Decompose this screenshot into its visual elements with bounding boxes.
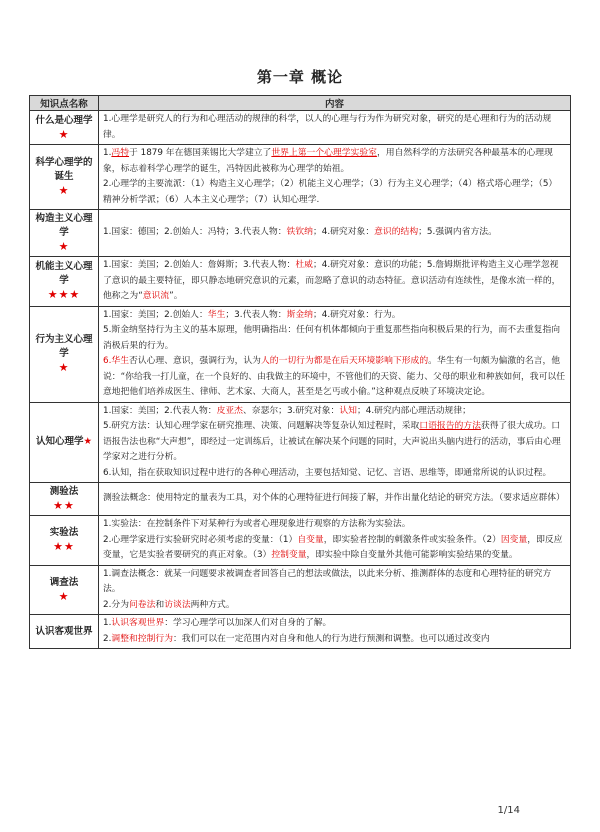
- knowledge-point-content: [99, 615, 571, 649]
- knowledge-point-name: [30, 565, 99, 615]
- content-paragraph: [103, 419, 566, 466]
- table-header-row: [30, 96, 571, 111]
- importance-stars: ★: [58, 184, 70, 197]
- content-paragraph: [103, 308, 566, 324]
- knowledge-point-content: [99, 565, 571, 615]
- table-row: [30, 306, 571, 402]
- content-text: 获得了很大成功。口语报告法也称“大声想”，即经过一定训练后，让被试在解决某个问题的同时，大声说出头脑内进行的活动，事后由心理学家对之进行分析。: [103, 421, 561, 462]
- knowledge-point-label: 调查法: [49, 576, 79, 588]
- content-text: 和: [155, 599, 165, 610]
- content-text: ；4.研究对象：意识的功能；5.詹姆斯批评构造主义心理学忽视了意识的最主要特征，即只静态地研究意识的元素，而忽略了意识的动态特征。意识活动有连续性，是像水流一样的，他称之为“: [103, 260, 561, 301]
- highlighted-term: 调整和控制行为: [111, 633, 173, 644]
- knowledge-point-label: 机能主义心理学: [35, 261, 93, 287]
- highlighted-term: 斯金纳: [286, 309, 313, 320]
- content-text: 1.实验法：在控制条件下对某种行为或者心理现象进行观察的方法称为实验法。: [103, 519, 411, 529]
- content-paragraph: [103, 177, 566, 208]
- content-paragraph: [103, 533, 566, 564]
- highlighted-term: 口语报告的方法: [419, 421, 481, 431]
- table-row: [30, 145, 571, 210]
- content-paragraph: [103, 466, 566, 482]
- table-row: [30, 516, 571, 566]
- knowledge-point-content: [99, 483, 571, 516]
- content-paragraph: [103, 323, 566, 354]
- content-text: ，即实验中除自变量外其他可能影响实验结果的变量。: [306, 550, 518, 560]
- content-text: 5.斯金纳坚持行为主义的基本原理，他明确指出：任何有机体都倾向于重复那些指向积极后果的行为，而不去重复指向消极后果的行为。: [103, 325, 561, 351]
- highlighted-term: 杜威: [295, 260, 313, 270]
- knowledge-point-content: [99, 516, 571, 566]
- content-text: 1.调查法概念：就某一问题要求被调查者回答自己的想法或做法，以此来分析、推测群体的态度和心理特征的研究方法。: [103, 568, 552, 594]
- importance-stars: ★: [58, 127, 70, 141]
- content-text: ；3.代表人物：: [225, 309, 287, 320]
- knowledge-table: [29, 95, 571, 649]
- content-text: ：我们可以在一定范围内对自身和他人的行为进行预测和调整。也可以通过改变内: [173, 633, 490, 644]
- content-text: ”。: [169, 291, 183, 301]
- highlighted-term: 世界上第一个心理学实验室: [271, 148, 377, 158]
- highlighted-term: 认识客观世界: [111, 618, 165, 628]
- table-row: [30, 565, 571, 615]
- knowledge-point-name: [30, 615, 99, 649]
- content-text: 2.心理学的主要流派：（1）构造主义心理学；（2）机能主义心理学；（3）行为主义心理学；（4）格式塔心理学；（5）精神分析学派；（6）人本主义心理学；（7）认知心理学.: [103, 179, 558, 205]
- knowledge-point-content: [99, 145, 571, 210]
- content-text: 2.: [103, 633, 112, 644]
- content-text: 1.国家：美国；2.创始人：: [103, 309, 208, 320]
- content-text: 5.研究方法：认知心理学家在研究推理、决策、问题解决等复杂认知过程时，采取: [103, 421, 420, 431]
- knowledge-point-label: 构造主义心理学: [35, 213, 93, 238]
- content-paragraph: [103, 616, 566, 632]
- knowledge-point-content: [99, 111, 571, 145]
- knowledge-point-content: [99, 257, 571, 307]
- knowledge-point-name: [30, 306, 99, 402]
- content-text: 6.认知，指在获取知识过程中进行的各种心理活动，主要包括知觉、记忆、言语、思维等，即通常所说的认识过程。: [103, 467, 552, 478]
- content-text: 于 1879 年在德国莱锡比大学建立了: [129, 148, 272, 158]
- content-paragraph: [103, 404, 566, 420]
- highlighted-term: 华生: [111, 356, 130, 366]
- content-text: 2.分为: [103, 599, 129, 610]
- table-row: [30, 483, 571, 516]
- table-row: [30, 111, 571, 145]
- importance-stars: ★: [58, 589, 70, 603]
- highlighted-term: 认知: [339, 405, 357, 416]
- highlighted-term: 冯特: [111, 148, 130, 158]
- content-text: 1.国家：美国；2.代表人物：: [103, 405, 217, 416]
- content-paragraph: [103, 567, 566, 598]
- importance-stars: ★: [58, 361, 70, 374]
- highlighted-term: 铁钦纳: [286, 227, 313, 238]
- content-paragraph: [103, 598, 566, 614]
- content-text: ；4.研究内部心理活动规律；: [356, 405, 471, 416]
- content-text: ，即实验者控制的刺激条件或实验条件。（2）: [323, 534, 501, 545]
- highlighted-term: 因变量: [500, 534, 528, 545]
- knowledge-point-label: 行为主义心理学: [35, 334, 93, 359]
- content-text: 否认心理、意识，强调行为，认为: [129, 356, 261, 366]
- table-row: [30, 402, 571, 483]
- highlighted-term: 访谈法: [164, 599, 191, 610]
- knowledge-point-content: [99, 306, 571, 402]
- page-number: 1/14: [497, 805, 520, 816]
- knowledge-point-label: 测验法: [49, 486, 79, 497]
- content-text: ：学习心理学可以加深人们对自身的了解。: [164, 618, 332, 628]
- content-text: 1.心理学是研究人的行为和心理活动的规律的科学，以人的心理与行为作为研究对象，研究的是心理和行为的活动规律。: [103, 114, 552, 140]
- knowledge-point-name: [30, 145, 99, 210]
- content-text: ，即反应变量，它是实验者要研究的真正对象。（3）: [103, 534, 563, 560]
- content-paragraph: [103, 146, 566, 177]
- importance-stars: ★★★: [47, 288, 81, 302]
- content-text: 2.心理学家进行实验研究时必须考虑的变量：（1）: [103, 534, 298, 545]
- highlighted-term: 皮亚杰: [216, 405, 243, 416]
- knowledge-point-label: 什么是心理学: [35, 114, 93, 126]
- content-text: 两种方式。: [190, 599, 235, 610]
- knowledge-point-name: [30, 402, 99, 483]
- knowledge-point-name: [30, 516, 99, 566]
- table-row: [30, 615, 571, 649]
- content-text: 、奈瑟尔；3.研究对象：: [242, 405, 340, 416]
- importance-stars: ★★: [53, 499, 75, 512]
- knowledge-point-name: [30, 111, 99, 145]
- content-paragraph: [103, 258, 566, 305]
- content-paragraph: [103, 112, 566, 143]
- content-text: 1.: [103, 148, 112, 158]
- highlighted-term: 控制变量: [271, 550, 307, 560]
- content-text: 1.国家：德国；2.创始人：冯特；3.代表人物：: [103, 227, 287, 238]
- chapter-title: 第一章 概论: [256, 68, 344, 86]
- highlighted-term: 6.: [103, 356, 112, 366]
- content-paragraph: [103, 225, 566, 241]
- knowledge-point-content: [99, 402, 571, 483]
- content-paragraph: [103, 491, 566, 507]
- table-row: [30, 257, 571, 307]
- knowledge-point-content: [99, 210, 571, 257]
- content-text: 。华生有一句颇为偏激的名言，他说：“你给我一打儿童，在一个良好的、由我做主的环境中，不管他们的天资、能力、父母的职业和种族如何，我可以任意地把他们培养成医生、律师、艺术家、大商人，甚至是乞丐或小偷。”这种观点反映了环境决定论。: [103, 356, 565, 397]
- knowledge-point-label: 认识客观世界: [35, 625, 93, 637]
- content-paragraph: [103, 517, 566, 533]
- highlighted-term: 意识的结构: [374, 227, 419, 238]
- header-content-column: 内容: [99, 96, 571, 111]
- content-paragraph: [103, 354, 566, 401]
- content-text: ；5.强调内省方法。: [418, 227, 497, 238]
- highlighted-term: 意识流: [142, 291, 170, 301]
- knowledge-point-label: 认知心理学: [35, 436, 84, 448]
- importance-stars: ★: [58, 240, 70, 253]
- table-row: [30, 210, 571, 257]
- table-body: [30, 111, 571, 649]
- content-text: 1.: [103, 618, 112, 628]
- importance-stars: ★: [83, 436, 93, 448]
- highlighted-term: 华生: [207, 309, 226, 320]
- content-text: ；4.研究对象：: [312, 227, 375, 238]
- knowledge-point-label: 科学心理学的诞生: [35, 157, 93, 182]
- knowledge-point-label: 实验法: [49, 527, 79, 539]
- highlighted-term: 人的一切行为都是在后天环境影响下形成的: [260, 356, 429, 366]
- highlighted-term: 问卷法: [129, 599, 156, 610]
- content-text: ，用自然科学的方法研究各种最基本的心理现象，标志着科学心理学的诞生，冯特因此被称为心理学的始祖。: [103, 148, 553, 174]
- knowledge-point-name: [30, 210, 99, 257]
- content-text: ；4.研究对象：行为。: [312, 309, 401, 320]
- content-text: 测验法概念：使用特定的量表为工具，对个体的心理特征进行间接了解，并作出量化结论的研究方法。（要求适应群体）: [103, 493, 565, 504]
- importance-stars: ★★: [53, 540, 75, 554]
- highlighted-term: 自变量: [297, 534, 324, 545]
- knowledge-point-name: [30, 257, 99, 307]
- header-name-column: 知识点名称: [30, 96, 99, 111]
- content-text: 1.国家：美国；2.创始人：詹姆斯；3.代表人物：: [103, 260, 296, 270]
- content-paragraph: [103, 632, 566, 648]
- knowledge-point-name: [30, 483, 99, 516]
